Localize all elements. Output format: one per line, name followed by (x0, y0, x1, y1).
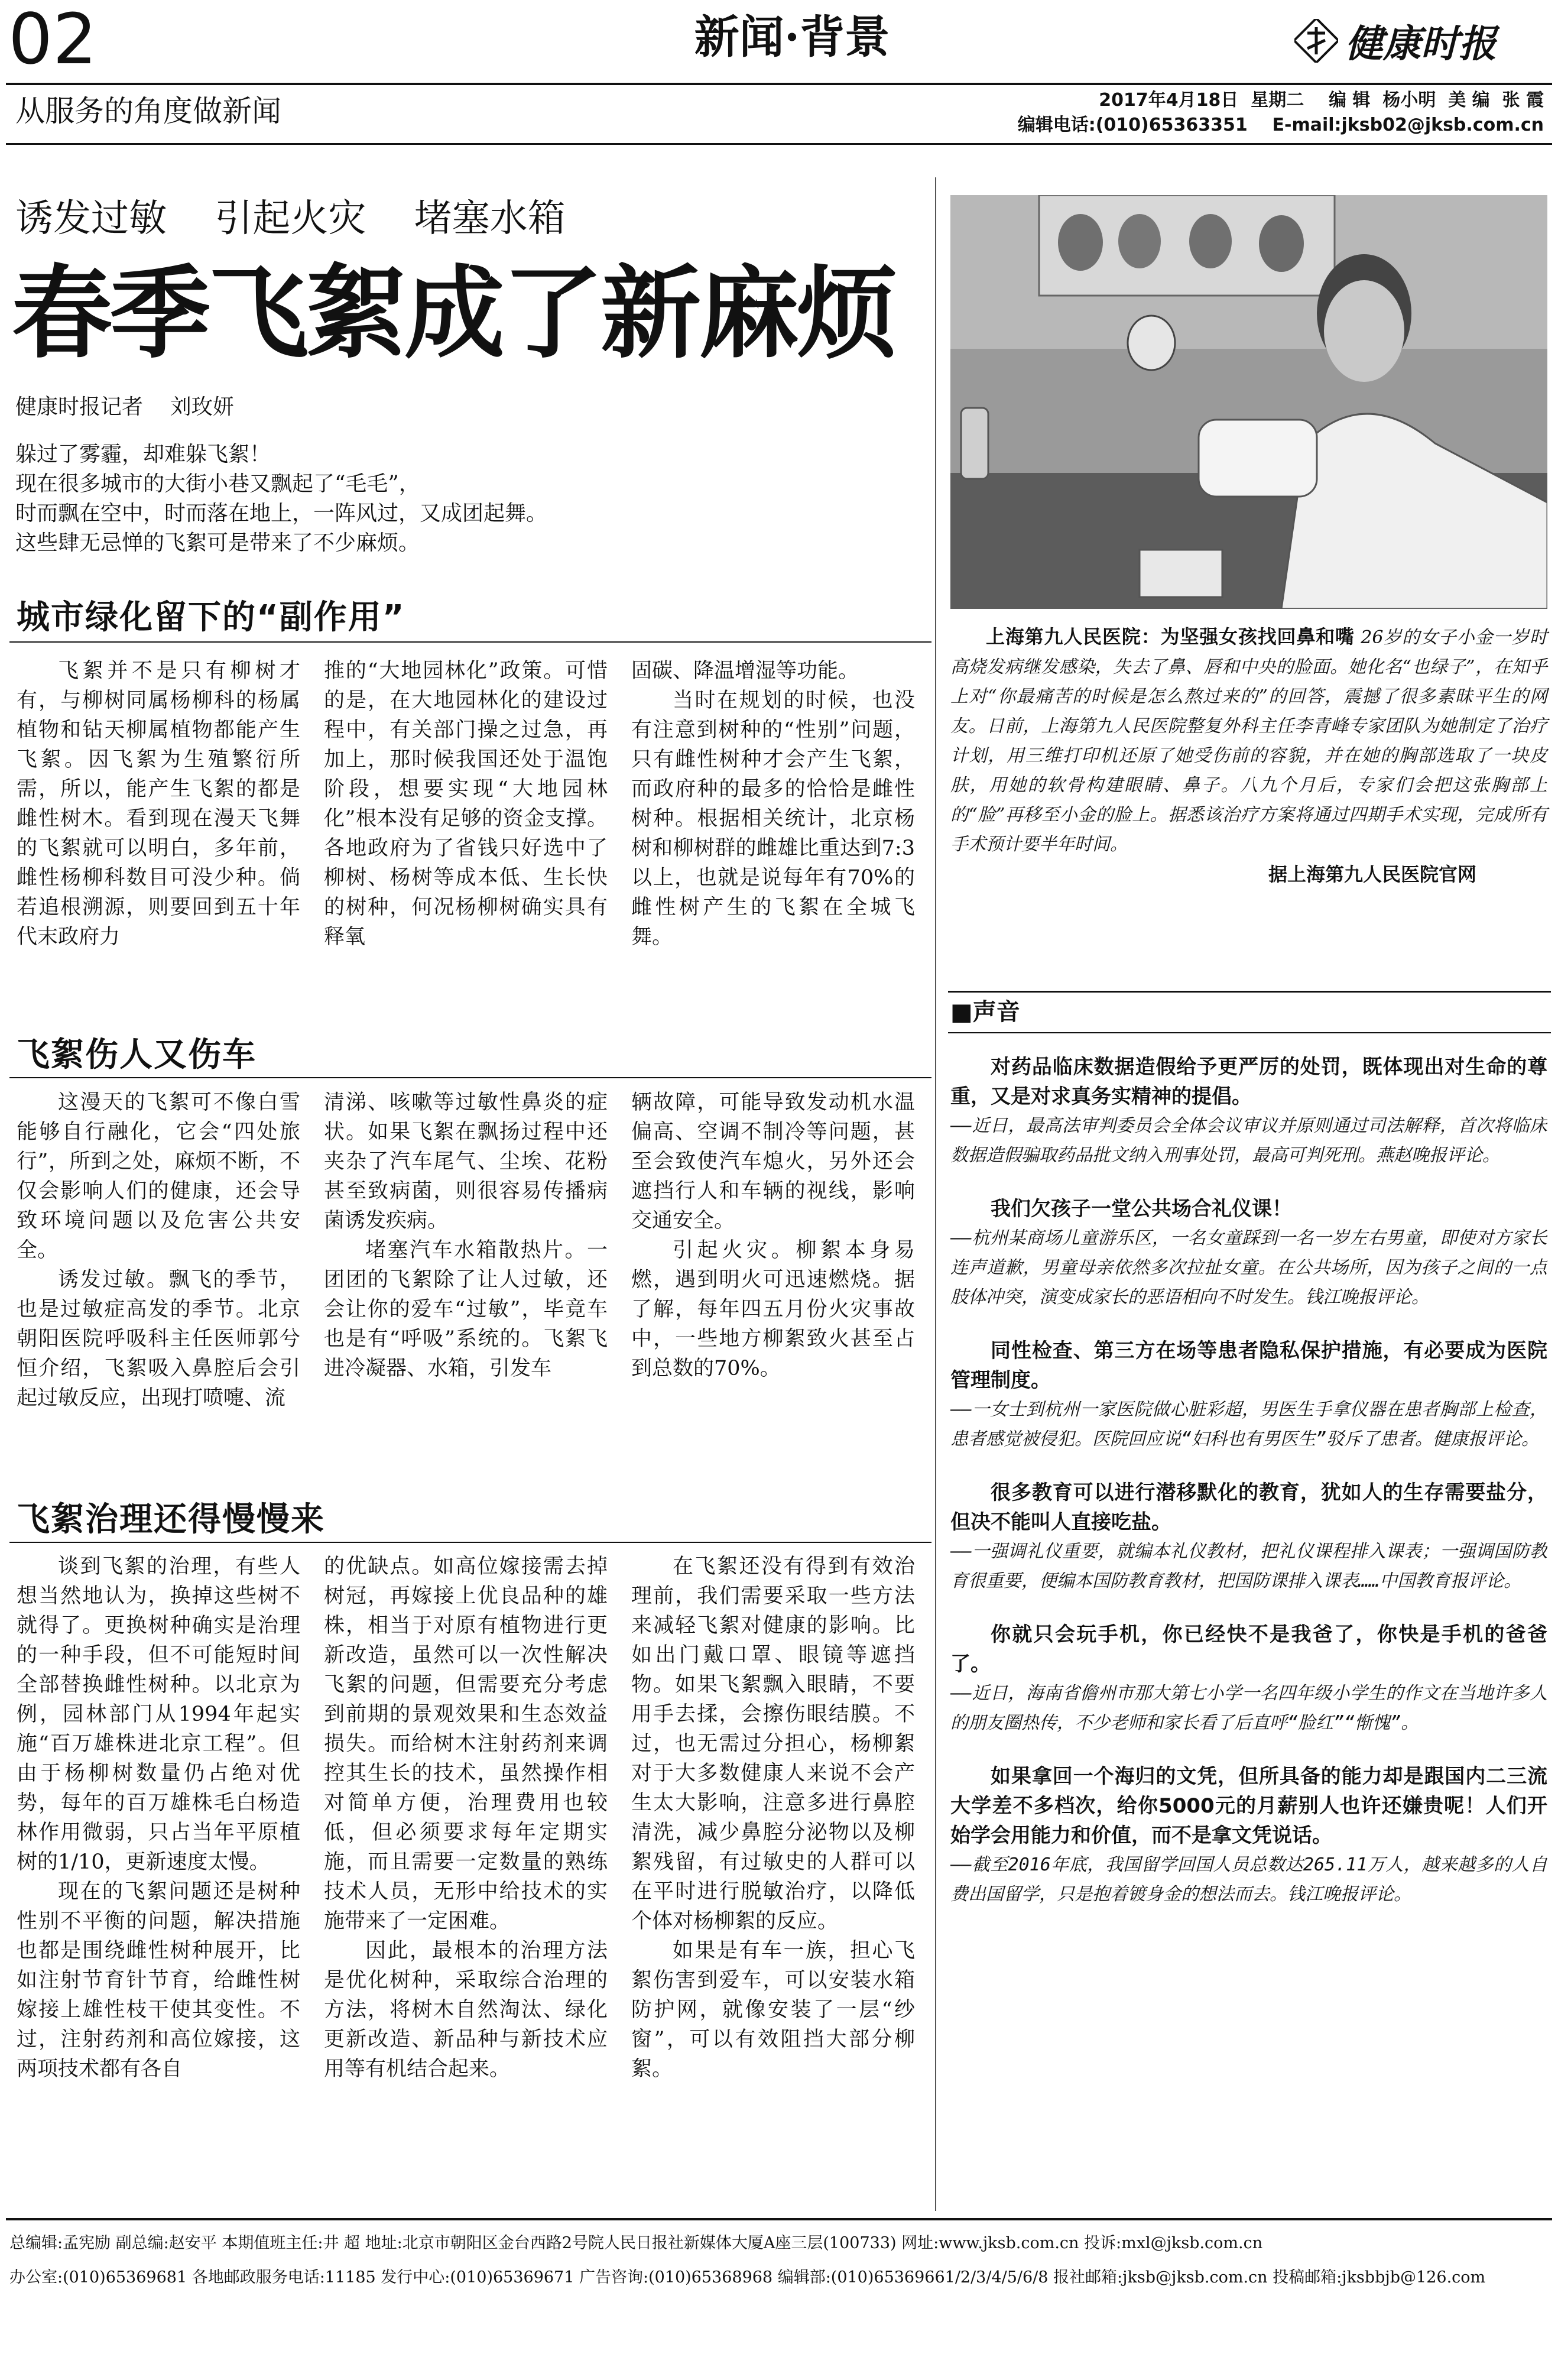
paragraph: 因此，最根本的治理方法是优化树种，采取综合治理的方法，将树木自然淘汰、绿化更新改造、新品种与新技术应用等有机结合起来。 (324, 1939, 608, 2081)
section1-col3 (631, 656, 915, 1011)
paragraph: 这漫天的飞絮可不像白雪能够自行融化，它会“四处旅行”，所到之处，麻烦不断，不仅会影响人们的健康，还会导致环境问题以及危害公共安全。 (17, 1091, 300, 1262)
section-title-1: 城市绿化留下的“副作用” (17, 598, 405, 637)
column-divider (935, 177, 936, 2211)
voice-headline: 你就只会玩手机，你已经快不是我爸了，你快是手机的爸爸了。 (950, 1623, 1547, 1676)
voice-item (950, 1478, 1547, 1596)
paragraph: 谈到飞絮的治理，有些人想当然地认为，换掉这些树不就得了。更换树种确实是治理的一种手段，但不可能短时间全部替换雌性树种。以北京为例，园林部门从1994年起实施“百万雄株进北京工程”。但由于杨柳树数量仍占绝对优势，每年的百万雄株毛白杨造林作用微弱，只占当年平原植树的1/10，更新速度太慢。 (17, 1555, 300, 1874)
slogan: 从服务的角度做新闻 (15, 94, 281, 128)
paragraph: 清涕、咳嗽等过敏性鼻炎的症状。如果飞絮在飘扬过程中还夹杂了汽车尾气、尘埃、花粉甚至致病菌，则很容易传播病菌诱发疾病。 (324, 1091, 608, 1233)
caption-title: 上海第九人民医院：为坚强女孩找回鼻和嘴 (986, 625, 1355, 648)
voice-body: ——一强调礼仪重要，就编本礼仪教材，把礼仪课程排入课表；一强调国防教育很重要，便编本国防教育教材，把国防课排入课表……中国教育报评论。 (950, 1541, 1547, 1591)
section-rule (9, 641, 931, 643)
caption-body: 26岁的女子小金一岁时高烧发病继发感染，失去了鼻、唇和中央的脸面。她化名“也绿子”，在知乎上对“你最痛苦的时候是怎么熬过来的”的回答，震撼了很多素昧平生的网友。日前，上海第九人民医院整复外科主任李青峰专家团队为她制定了治疗计划，用三维打印机还原了她受伤前的容貌，并在她的胸部选取了一块皮肤，用她的软骨构建眼睛、鼻子。八九个月后，专家们会把这张胸部上的“脸”再移至小金的脸上。据悉该治疗方案将通过四期手术实现，完成所有手术预计要半年时间。 (950, 627, 1547, 855)
section1-col2 (324, 656, 608, 1011)
section3-col3 (631, 1552, 915, 2202)
paragraph: 飞絮并不是只有柳树才有，与柳树同属杨柳科的杨属植物和钻天柳属植物都能产生飞絮。因飞絮为生殖繁衍所需，所以，能产生飞絮的都是雌性树木。看到现在漫天飞舞的飞絮就可以明白，多年前，雌性杨柳科数目可没少种。倘若追根溯源，则要回到五十年代末政府力 (17, 659, 300, 949)
voice-item (950, 1052, 1547, 1170)
paragraph: 堵塞汽车水箱散热片。一团团的飞絮除了让人过敏，还会让你的爱车“过敏”，毕竟车也是有“呼吸”系统的。飞絮飞进冷凝器、水箱，引发车 (324, 1238, 608, 1380)
news-photo (950, 195, 1547, 609)
voice-headline: 如果拿回一个海归的文凭，但所具备的能力却是跟国内二三流大学差不多档次，给你5000元的月薪别人也许还嫌贵呢！人们开始学会用能力和价值，而不是拿文凭说话。 (950, 1765, 1547, 1847)
section-title-3: 飞絮治理还得慢慢来 (17, 1500, 325, 1539)
voices-bottom-rule (948, 1032, 1551, 1033)
voices-section-title: ■声音 (950, 998, 1020, 1026)
logo-mark-icon (1294, 19, 1338, 63)
photo-caption (950, 622, 1547, 889)
lead-line: 躲过了雾霾，却难躲飞絮！ (15, 442, 271, 466)
paragraph: 诱发过敏。飘飞的季节，也是过敏症高发的季节。北京朝阳医院呼吸科主任医师郭兮恒介绍，飞絮吸入鼻腔后会引起过敏反应，出现打喷嚏、流 (17, 1268, 300, 1410)
voice-headline: 同性检查、第三方在场等患者隐私保护措施，有必要成为医院管理制度。 (950, 1339, 1547, 1392)
paragraph: 现在的飞絮问题还是树种性别不平衡的问题，解决措施也都是围绕雌性树种展开，比如注射节育针节育，给雌性树嫁接上雄性枝干使其变性。不过，注射药剂和高位嫁接，这两项技术都有各自 (17, 1880, 300, 2081)
article-lead (15, 440, 926, 558)
footer-line-1: 总编辑:孟宪励 副总编:赵安平 本期值班主任:井 超 地址:北京市朝阳区金台西路2号院人民日报社新媒体大厦A座三层(100733) 网址:www.jksb.com.cn 投诉:mxl@jksb.com.cn (9, 2234, 1263, 2252)
paragraph: 推的“大地园林化”政策。可惜的是，在大地园林化的建设过程中，有关部门操之过急，再加上，那时候我国还处于温饱阶段，想要实现“大地园林化”根本没有足够的资金支撑。各地政府为了省钱只好选中了柳树、杨树等成本低、生长快的树种，何况杨柳树确实具有释氧 (324, 659, 608, 949)
section-rule (9, 1077, 931, 1078)
voice-item (950, 1336, 1547, 1454)
paragraph: 引起火灾。柳絮本身易燃，遇到明火可迅速燃烧。据了解，每年四五月份火灾事故中，一些地方柳絮致火甚至占到总数的70%。 (631, 1238, 915, 1380)
page-number: 02 (8, 0, 98, 80)
footer-rule (6, 2218, 1552, 2220)
section-rule (9, 1542, 931, 1543)
footer-line-2: 办公室:(010)65369681 各地邮政服务电话:11185 发行中心:(010)65369671 广告咨询:(010)65368968 编辑部:(010)65369661/2/3/4/5/6/8 报社邮箱:jksb@jksb.com.cn 投稿邮箱:jksbbjb@126.com (9, 2268, 1486, 2287)
masthead-rule (6, 83, 1552, 85)
section3-col2 (324, 1552, 608, 2202)
newspaper-logo (1294, 14, 1554, 67)
contact-line: 编辑电话:(010)65363351 E-mail:jksb02@jksb.com.cn (1017, 115, 1544, 135)
voices-list (950, 1052, 1547, 2199)
section3-col1 (17, 1552, 300, 2202)
voice-body: ——截至2016年底，我国留学回国人员总数达265.11万人，越来越多的人自费出国留学，只是抱着镀身金的想法而去。钱江晚报评论。 (950, 1854, 1547, 1905)
article-headline: 春季飞絮成了新麻烦 (12, 254, 895, 372)
paragraph: 当时在规划的时候，也没有注意到树种的“性别”问题，只有雌性树种才会产生飞絮，而政府种的最多的恰恰是雌性树种。根据相关统计，北京杨树和柳树群的雌雄比重达到7:3以上，也就是说每年有70%的雌性树产生的飞絮在全城飞舞。 (631, 689, 915, 949)
voice-item (950, 1194, 1547, 1312)
voice-headline: 很多教育可以进行潜移默化的教育，犹如人的生存需要盐分，但决不能叫人直接吃盐。 (950, 1481, 1547, 1534)
section-title-2: 飞絮伤人又伤车 (17, 1036, 257, 1074)
lead-line: 时而飘在空中，时而落在地上，一阵风过，又成团起舞。 (15, 501, 548, 526)
voice-body: ——一女士到杭州一家医院做心脏彩超，男医生手拿仪器在患者胸部上检查，患者感觉被侵犯。医院回应说“妇科也有男医生”驳斥了患者。健康报评论。 (950, 1399, 1547, 1450)
section2-col1 (17, 1088, 300, 1472)
article-byline: 健康时报记者 刘玫妍 (15, 395, 234, 419)
date-line: 2017年4月18日 星期二 编 辑 杨小明 美 编 张 霞 (1099, 90, 1544, 111)
paragraph: 在飞絮还没有得到有效治理前，我们需要采取一些方法来减轻飞絮对健康的影响。比如出门戴口罩、眼镜等遮挡物。如果飞絮飘入眼睛，不要用手去揉，会擦伤眼结膜。不过，也无需过分担心，杨柳絮对于大多数健康人来说不会产生太大影响，注意多进行鼻腔清洗，减少鼻腔分泌物以及柳絮残留，有过敏史的人群可以在平时进行脱敏治疗，以降低个体对杨柳絮的反应。 (631, 1555, 915, 1933)
voice-headline: 我们欠孩子一堂公共场合礼仪课！ (991, 1197, 1292, 1221)
doctor-with-model-image (950, 195, 1547, 609)
paragraph: 如果是有车一族，担心飞絮伤害到爱车，可以安装水箱防护网，就像安装了一层“纱窗”，可以有效阻挡大部分柳絮。 (631, 1939, 915, 2081)
section2-col3 (631, 1088, 915, 1472)
masthead-bottom-rule (6, 143, 1552, 145)
article-kicker: 诱发过敏 引起火灾 堵塞水箱 (15, 197, 566, 241)
section2-col2 (324, 1088, 608, 1472)
paragraph: 辆故障，可能导致发动机水温偏高、空调不制冷等问题，甚至会致使汽车熄火，另外还会遮挡行人和车辆的视线，影响交通安全。 (631, 1091, 915, 1233)
paragraph: 固碳、降温增湿等功能。 (631, 659, 859, 683)
voice-item (950, 1620, 1547, 1738)
voice-body: ——近日，最高法审判委员会全体会议审议并原则通过司法解释，首次将临床数据造假骗取药品批文纳入刑事处罚，最高可判死刑。燕赵晚报评论。 (950, 1116, 1547, 1166)
voice-headline: 对药品临床数据造假给予更严厉的处罚，既体现出对生命的尊重，又是对求真务实精神的提倡。 (950, 1055, 1547, 1108)
caption-source: 据上海第九人民医院官网 (1268, 863, 1476, 886)
voice-item (950, 1762, 1547, 1909)
voice-body: ——杭州某商场儿童游乐区，一名女童踩到一名一岁左右男童，即使对方家长连声道歉，男童母亲依然多次拉扯女童。在公共场所，因为孩子之间的一点肢体冲突，演变成家长的恶语相向不时发生。钱江晚报评论。 (950, 1228, 1547, 1308)
logo-text: 健康时报 (1345, 22, 1497, 66)
voices-top-rule (948, 991, 1551, 993)
paragraph: 的优缺点。如高位嫁接需去掉树冠，再嫁接上优良品种的雄株，相当于对原有植物进行更新改造，虽然可以一次性解决飞絮的问题，但需要充分考虑到前期的景观效果和生态效益损失。而给树木注射药剂来调控其生长的技术，虽然操作相对简单方便，治理费用也较低，但必须要求每年定期实施，而且需要一定数量的熟练技术人员，无形中给技术的实施带来了一定困难。 (324, 1555, 608, 1933)
lead-line: 这些肆无忌惮的飞絮可是带来了不少麻烦。 (15, 531, 420, 555)
section-title: 新闻·背景 (694, 11, 890, 63)
section1-col1 (17, 656, 300, 1011)
voice-body: ——近日，海南省儋州市那大第七小学一名四年级小学生的作文在当地许多人的朋友圈热传，不少老师和家长看了后直呼“脸红”“惭愧”。 (950, 1683, 1547, 1733)
lead-line: 现在很多城市的大街小巷又飘起了“毛毛”， (15, 472, 420, 496)
